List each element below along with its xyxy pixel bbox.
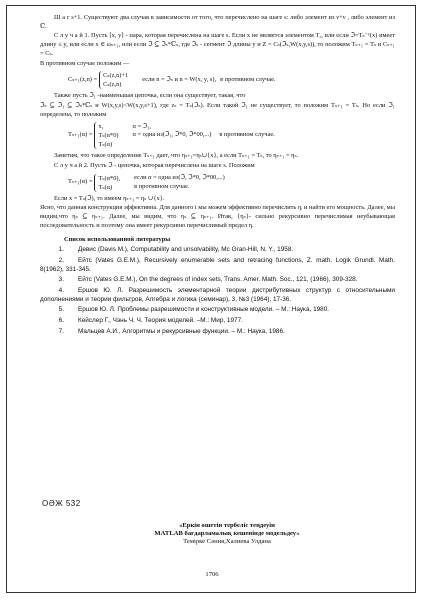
references-heading: Список использованной литературы: [64, 235, 171, 243]
reference-item: [40, 287, 395, 304]
formula-t2-cond: если α = одна из(ℑ, ℑ*0, ℑ*00,...): [134, 174, 225, 182]
reference-text: Ейтс (Vates G.E.M.), On the degrees of index sets, Trans. Amer. Math. Soc., 121, (1966), 309-328.: [78, 276, 358, 284]
formula-t1-tail: в противном случае.: [219, 131, 275, 139]
formula-t1-brace: [94, 122, 118, 149]
formula-t2-tail: в противном случае.: [134, 182, 190, 190]
formula-c-case-top: Cₛ(z,n)+1: [103, 72, 129, 80]
article-title-line1: «Еркін өшетін тербеліс теңдеуін: [179, 522, 275, 529]
formula-t1: [40, 122, 395, 149]
paragraph-remark: Заметим, что такое определение Tₛ₊₁ дает, что ηₛ₊₁=ηₛ∪{x}, а если Tₛ₊₁ = Tₛ, то ηₛ₊₁ = ηₛ.: [54, 152, 299, 160]
formula-t1-cond-b: α = одна из(ℑ₁, ℑ*0, ℑ*00,...): [132, 131, 212, 139]
formula-t2-brace: [94, 174, 120, 192]
article-authors: Темірке Сәния,Халиева Улдана: [183, 538, 271, 545]
paragraph-conclusion: Ясно, что данная конструкция эффективна. Для данного i мы можем эффективно перечислить ηᵢ и найти его мощность. Далее, мы видим,что ηₛ ⊆ ηₛ₊₁. Далее, мы видим, что ηₛ ⊆ ηₛ₊₁. Итак, {ηₛ}- сильно рекурсивно перечислимая неубывающая последовательность и поэтому она имеет рекурсивно перечислимый предел η.: [40, 204, 395, 229]
paragraph-otherwise: В противном случае положим —: [40, 59, 130, 67]
formula-t1-conditions: [133, 123, 212, 149]
formula-t1-case-c: Tₛ(α): [98, 141, 113, 149]
reference-item: [40, 317, 395, 326]
reference-item: [40, 246, 395, 255]
article-header: [107, 522, 347, 546]
reference-item: [40, 276, 395, 285]
references-list: [40, 246, 395, 336]
formula-t1-cond-a: α = ℑ₁,: [132, 122, 151, 130]
paragraph-chain-cond: ℑₛ ⊆ ℑ₁ ⊆ ℑₛ*ℂₛ и W(x,y,s)<W(x,y,s+1), где zₛ = Tₛ(ℑₛ). Если такой ℑ₁ не существует, то положим Tₛ₊₁ = Tₛ. Но если ℑ₁ определена, то положим: [40, 101, 395, 118]
formula-c-brace: [99, 71, 128, 89]
reference-text: Ершов Ю. Л. Проблемы разрешимости и конструктивные модели. – М.: Наука, 1980.: [78, 306, 330, 314]
reference-text: Ершов Ю. Л. Разрешимость элементарной теории дистрибутивных структур с относительными дополнениями и теории фильтров, Алгебра и логика (семинар), 3, №3 (1964), 17-36.: [40, 287, 395, 303]
formula-c-lhs: Cₛ₊₁(z,n) =: [68, 75, 98, 83]
formula-t2-lhs: Tₛ₊₁(α) =: [68, 178, 93, 186]
reference-item: [40, 257, 395, 274]
reference-number: 3.: [58, 276, 64, 284]
page-number: 1706: [205, 571, 219, 578]
reference-number: 5.: [58, 306, 64, 314]
paragraph-chain: Также пусть ℑ₁ -наименьшая цепочка, если она существует, такая, что: [54, 92, 246, 100]
article-title-line2: MATLAB бағдарламалық кешенінде модельдеу»: [154, 530, 300, 537]
formula-t1-lhs: Tₛ₊₁(α) =: [68, 131, 93, 139]
main-text: [40, 14, 395, 339]
reference-number: 2.: [58, 256, 64, 264]
formula-t2: [40, 174, 395, 192]
paragraph-step: Ш а г s+1. Существуют два случая в зависимости от того, что перечислено на шаге s: либо элемент из ν+ν , либо элемент из ℂ.: [40, 14, 395, 30]
formula-t2-case-a: Tₛ(α*0),: [98, 174, 121, 182]
formula-c-condition: если n = ℑₛ и n = W(x, y, s),: [142, 75, 217, 83]
formula-t1-case-b: Tₛ(α*0): [98, 132, 119, 140]
document-page: [6, 5, 416, 593]
formula-c: [40, 71, 395, 89]
formula-t1-case-a: x,: [98, 123, 104, 131]
reference-text: Мальцев А.И., Алгоритмы и рекурсивные функции. – М.: Наука, 1986.: [78, 327, 285, 335]
reference-text: Кейслер Г., Чэнь Ч. Ч. Теория моделей. –М.: Мир, 1977.: [78, 317, 243, 325]
paragraph-case2: С л у ч а й 2. Пусть ℑ - цепочка, которая перечислена на шаге s. Положим: [54, 162, 255, 170]
udc-code: ОӘЖ 532: [42, 499, 81, 508]
reference-text: Ейтс (Vates G.E.M.), Recursively enumerable sets and retracing functions, Z. math. Logik Grundl. Math. 8(1962), 331-345.: [40, 256, 395, 273]
reference-number: 7.: [58, 327, 64, 335]
formula-c-case-bottom: Cₛ(z,n): [103, 81, 122, 89]
formula-c-tail: в противном случае.: [220, 75, 276, 83]
reference-item: [40, 306, 395, 315]
reference-item: [40, 328, 395, 337]
reference-number: 4.: [58, 287, 64, 295]
formula-t2-conditions: [134, 174, 225, 191]
reference-number: 1.: [58, 246, 64, 254]
reference-text: Девис (Davis M.), Computability and unsolvability, Mc Gran-Hill, N. Y., 1958.: [78, 246, 294, 254]
paragraph-case1: С л у ч а й 1. Пусть ⟨x, y⟩ - пара, которая перечислена на шаге s. Если x не является элементом Tₐ, или если ℑ=Tₛ⁻¹(x) имеет длину ≤ y, или если x ∈ ωₛ₊₁, или если ℑ ⊆ ℑₛ*ℂₛ, где ℑₛ - сегмент ℑ длины y и Z = Cₛ(ℑₛ,W(x,y,s)), то положим Tₛ₊₁ = Tₛ и Cₛ₊₁ = Cₛ.: [40, 32, 395, 57]
paragraph-if-x: Если x = Tₛ(ℑ), то имеем ηₛ₊₁ = ηₛ ∪{x}.: [54, 194, 165, 202]
reference-number: 6.: [58, 317, 64, 325]
formula-t2-case-b: Tₛ(α): [98, 183, 113, 191]
